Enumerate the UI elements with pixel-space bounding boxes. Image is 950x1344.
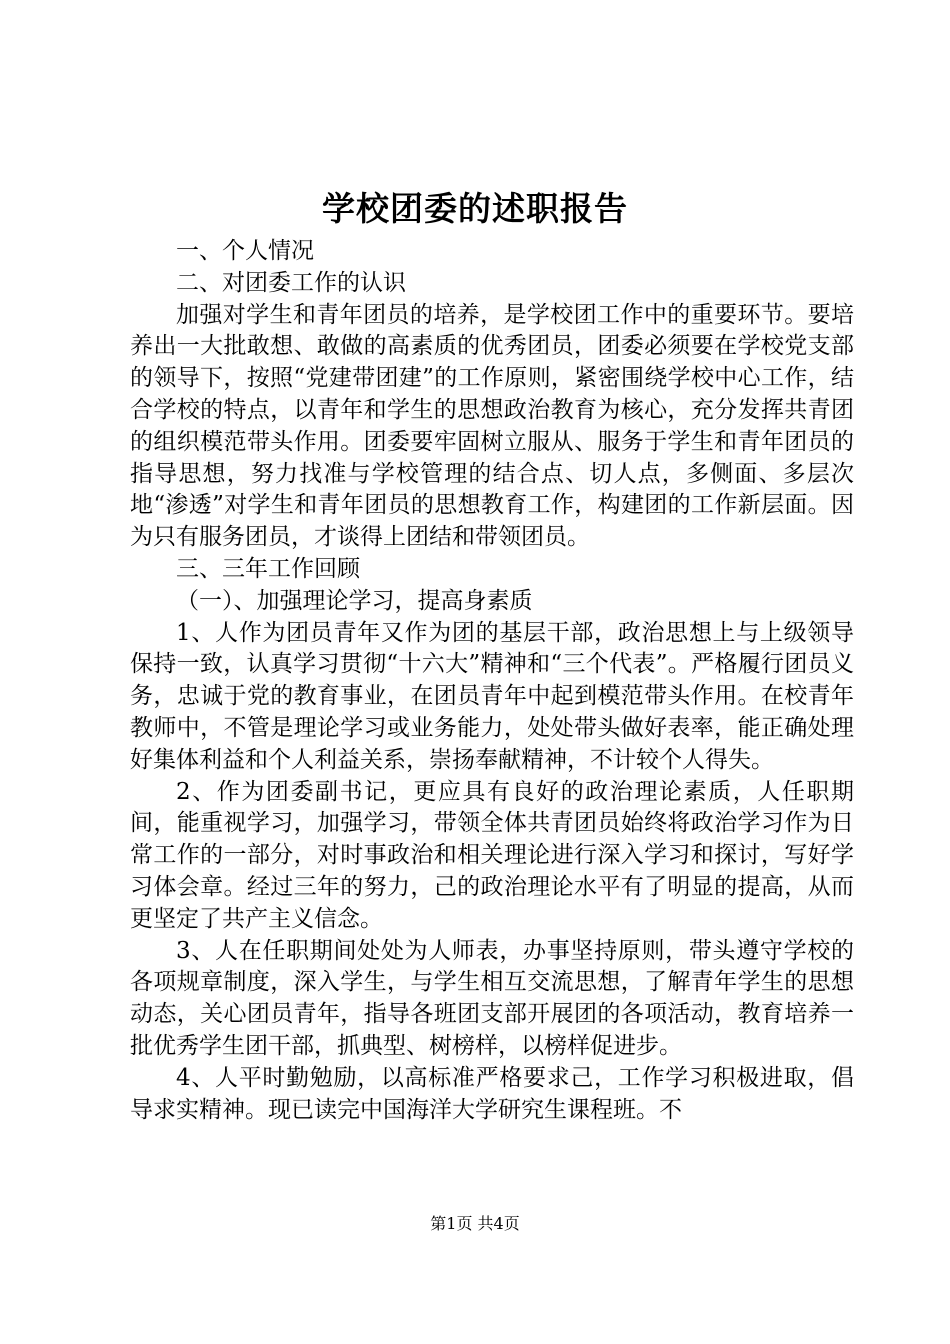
document-body (130, 236, 854, 1126)
body-paragraph: 2、作为团委副书记，更应具有良好的政治理论素质，人任职期间，能重视学习，加强学习，带领全体共青团员始终将政治学习作为日常工作的一部分，对时事政治和相关理论进行深入学习和探讨，写好学习体会章。经过三年的努力，己的政治理论水平有了明显的提高，从而更坚定了共产主义信念。 (130, 778, 854, 932)
subsection-heading-theory: （一）、加强理论学习，提高身素质 (176, 587, 533, 614)
body-paragraph: 4、人平时勤勉励，以高标准严格要求己，工作学习积极进取，倡导求实精神。现已读完中国海洋大学研究生课程班。不 (130, 1064, 854, 1123)
body-paragraph: 1、人作为团员青年又作为团的基层干部，政治思想上与上级领导保持一致，认真学习贯彻“十六大”精神和“三个代表”。严格履行团员义务，忠诚于党的教育事业，在团员青年中起到模范带头作用。在校青年教师中，不管是理论学习或业务能力，处处带头做好表率，能正确处理好集体利益和个人利益关系，崇扬奉献精神，不计较个人得失。 (130, 619, 854, 773)
page-footer (0, 1213, 950, 1235)
body-paragraph: 3、人在任职期间处处为人师表，办事坚持原则，带头遵守学校的各项规章制度，深入学生，与学生相互交流思想，了解青年学生的思想动态，关心团员青年，指导各班团支部开展团的各项活动，教育培养一批优秀学生团干部，抓典型、树榜样，以榜样促进步。 (130, 937, 854, 1059)
page-indicator: 第1页 共4页 (430, 1214, 520, 1233)
document-title: 学校团委的述职报告 (322, 189, 628, 228)
section-heading-personal: 一、个人情况 (176, 238, 314, 264)
body-paragraph: 加强对学生和青年团员的培养，是学校团工作中的重要环节。要培养出一大批敢想、敢做的高素质的优秀团员，团委必须要在学校党支部的领导下，按照“党建带团建”的工作原则，紧密围绕学校中心工作，结合学校的特点，以青年和学生的思想政治教育为核心，充分发挥共青团的组织模范带头作用。团委要牢固树立服从、服务于学生和青年团员的指导思想，努力找准与学校管理的结合点、切人点，多侧面、多层次地“渗透”对学生和青年团员的思想教育工作，构建团的工作新层面。因为只有服务团员，才谈得上团结和带领团员。 (130, 301, 854, 551)
section-heading-review: 三、三年工作回顾 (176, 555, 360, 582)
section-heading-understanding: 二、对团委工作的认识 (176, 269, 406, 296)
